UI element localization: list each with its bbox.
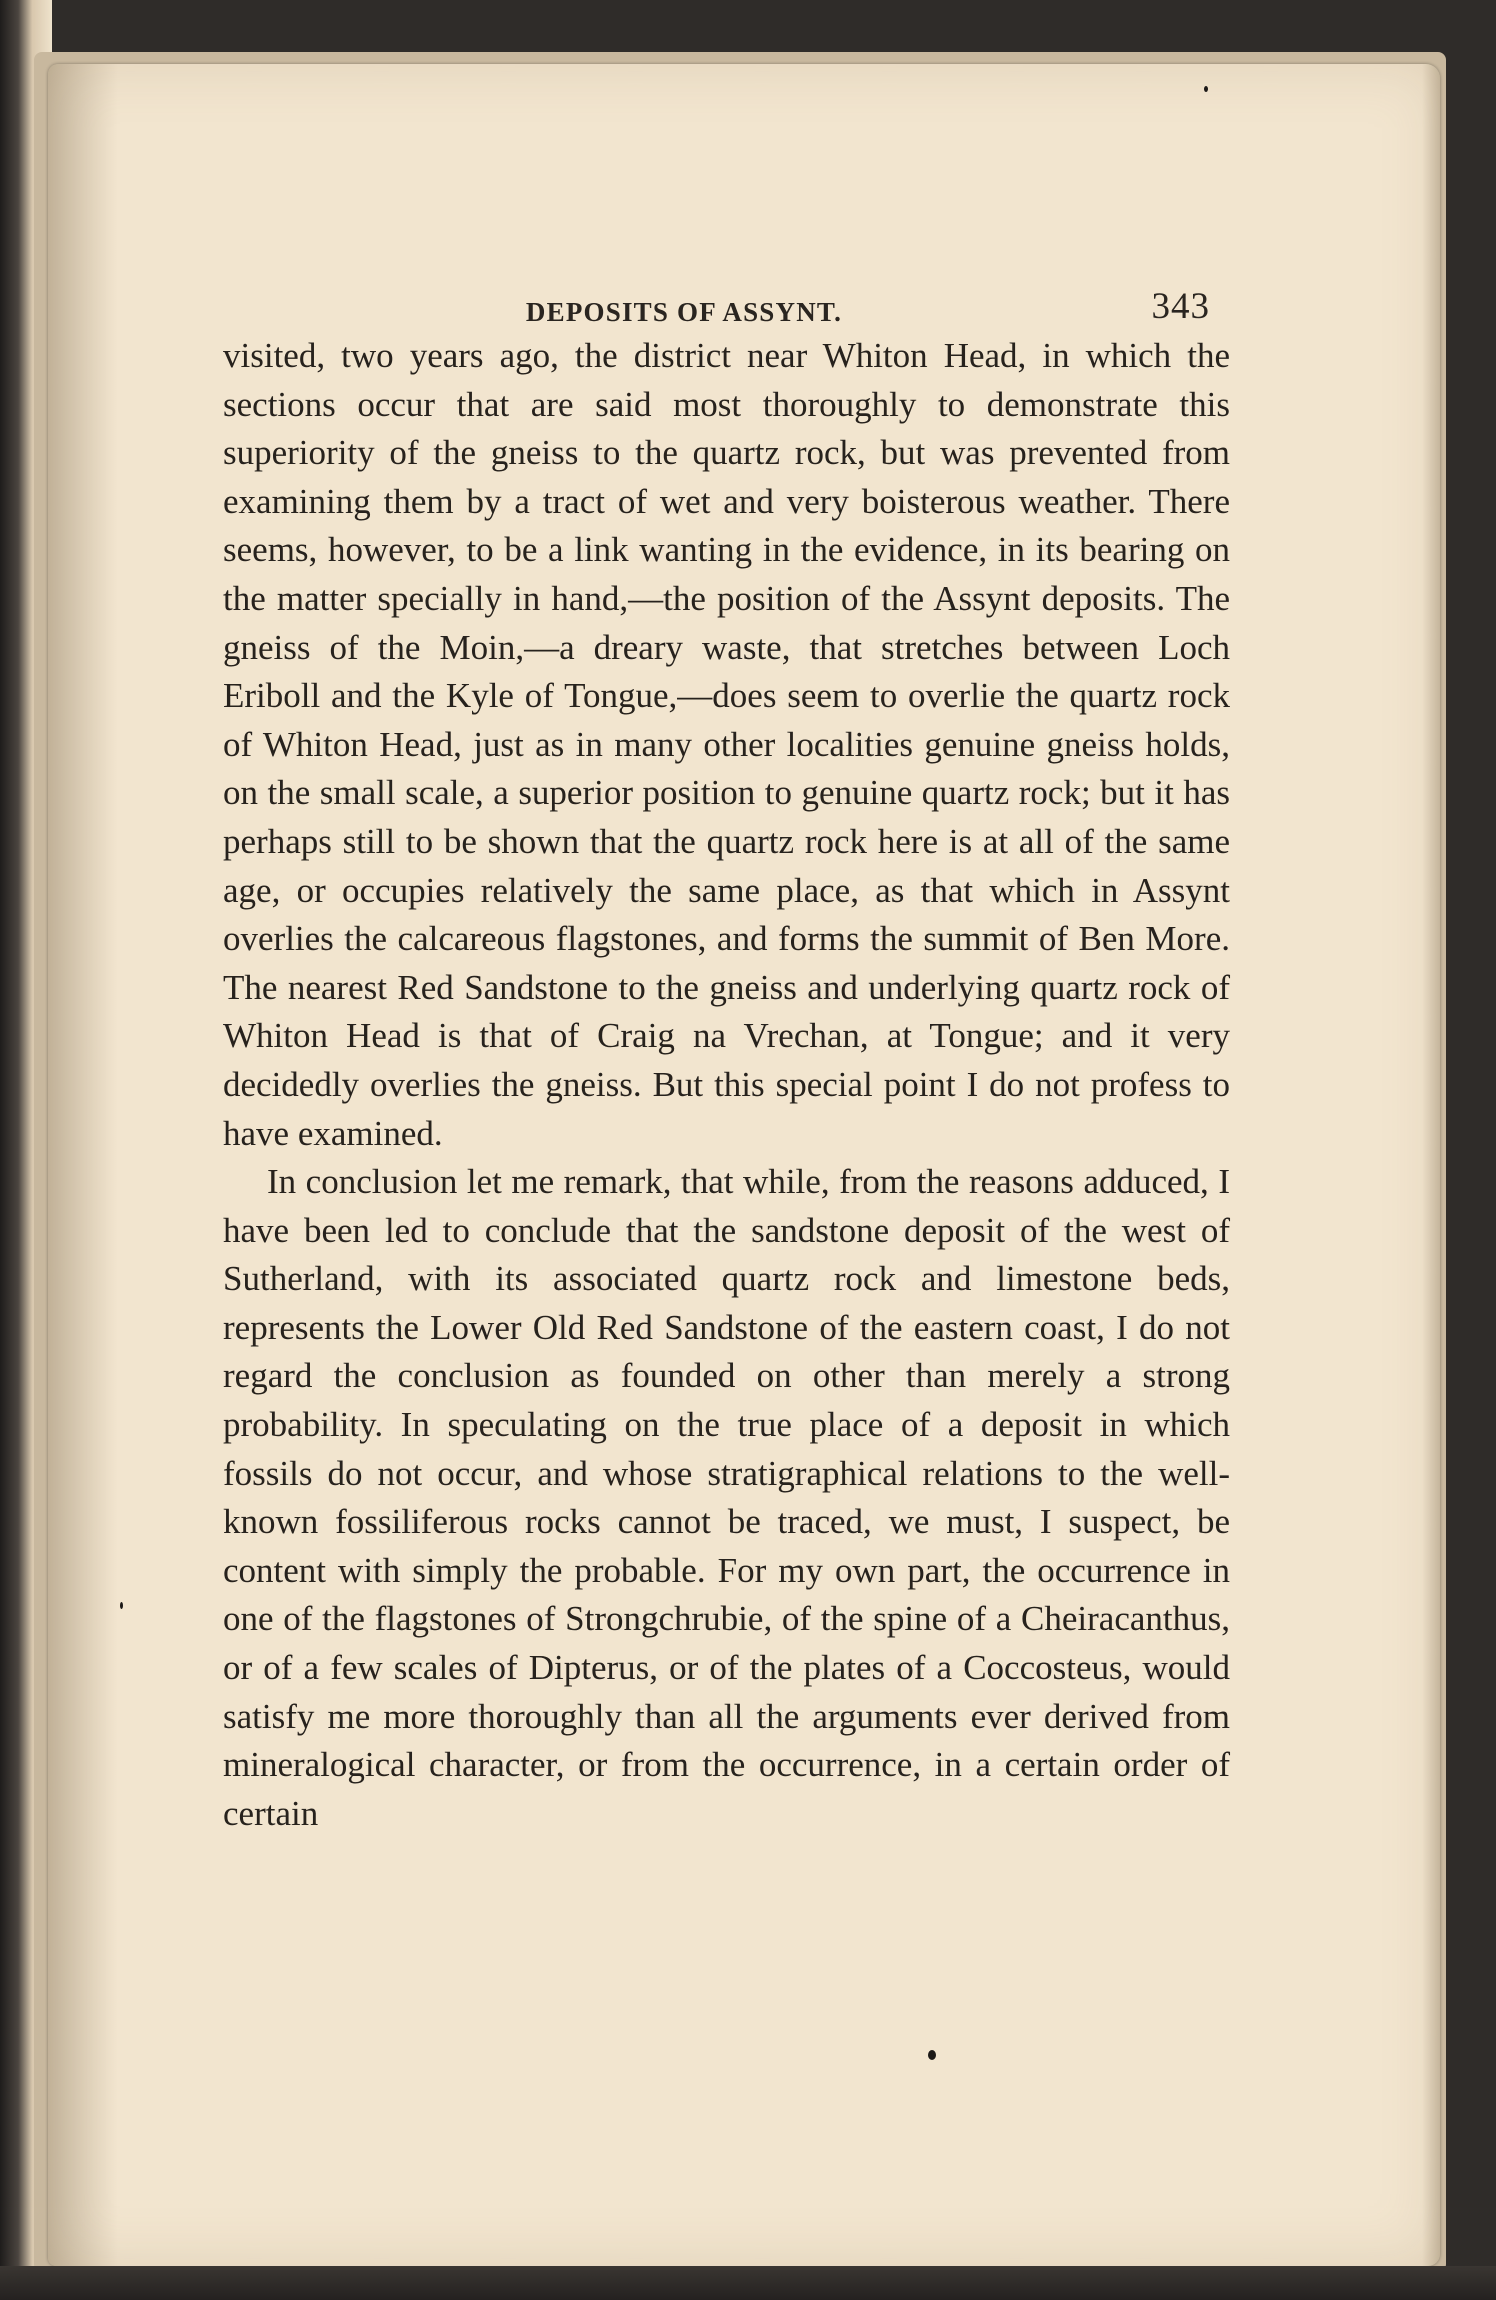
paragraph-conclusion: In conclusion let me remark, that while, from the reasons adduced, I have been led to conclude that the sandstone deposit of the west of Sutherland, with its associated quartz rock and limestone beds, represents the Lower Old Red Sandstone of the eastern coast, I do not regard the conclusion as founded on other than merely a strong probability. In speculating on the true place of a deposit in which fossils do not occur, and whose stratigraphical relations to the well-known fossiliferous rocks cannot be traced, we must, I suspect, be content with simply the probable. For my own part, the occurrence in one of the flagstones of Strongchrubie, of the spine of a Cheiracanthus, or of a few scales of Dipterus, or of the plates of a Coccosteus, would satisfy me more thoroughly than all the arguments ever derived from mineralogical character, or from the occurrence, in a certain order of certain — [223, 1162, 1230, 1833]
page-fore-edge — [1422, 64, 1440, 2266]
book-page — [48, 64, 1440, 2266]
ink-speck — [1204, 86, 1208, 92]
ink-speck — [120, 1602, 123, 1609]
running-head — [179, 285, 1210, 331]
ink-speck — [928, 2050, 936, 2060]
page-number: 343 — [1151, 286, 1210, 327]
body-text — [223, 332, 1230, 1838]
binding-shadow — [48, 64, 118, 2266]
running-title: DEPOSITS OF ASSYNT. — [525, 297, 843, 327]
book-cover-edge — [0, 2266, 1496, 2300]
paragraph-continued: visited, two years ago, the district near Whiton Head, in which the sections occur that are said most thoroughly to demonstrate this superiority of the gneiss to the quartz rock, but was prevented from examining them by a tract of wet and very boisterous weather. There seems, however, to be a link wanting in the evidence, in its bearing on the matter specially in hand,—the position of the Assynt deposits. The gneiss of the Moin,—a dreary waste, that stretches between Loch Eriboll and the Kyle of Tongue,—does seem to overlie the quartz rock of Whiton Head, just as in many other localities genuine gneiss holds, on the small scale, a superior position to genuine quartz rock; but it has perhaps still to be shown that the quartz rock here is at all of the same age, or occupies relatively the same place, as that which in Assynt overlies the calcareous flagstones, and forms the summit of Ben More. The nearest Red Sandstone to the gneiss and underlying quartz rock of Whiton Head is that of Craig na Vrechan, at Tongue; and it very decidedly overlies the gneiss. But this special point I do not profess to have examined. — [223, 336, 1230, 1153]
